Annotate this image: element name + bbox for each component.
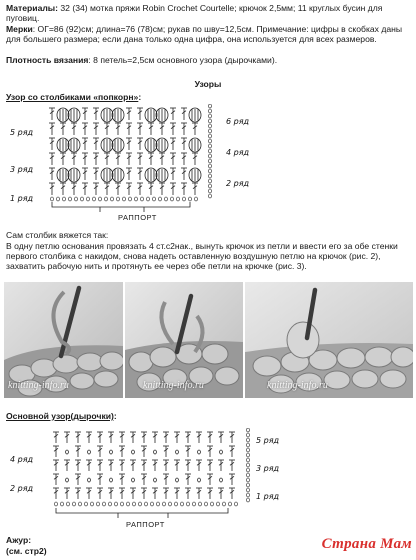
main-row-label-1: 1 ряд <box>256 492 280 501</box>
photo-step-2 <box>125 282 243 398</box>
popcorn-row-label-2: 2 ряд <box>226 179 250 188</box>
main-row-label-4: 4 ряд <box>10 455 34 464</box>
materials-label: Материалы: <box>6 3 59 13</box>
measures-label: Мерки <box>6 24 33 34</box>
photo-3-watermark: knitting-info.ru <box>267 380 328 392</box>
instruction-title: Сам столбик вяжется так: <box>6 230 109 240</box>
main-row-label-5: 5 ряд <box>256 436 280 445</box>
materials-line <box>6 3 408 23</box>
site-stamp: Страна Мам <box>321 536 412 553</box>
materials-text: 32 (34) мотка пряжи Robin Crochet Courtelle; крючок 2,5мм; 11 круглых бусин для пуговиц. <box>6 3 383 24</box>
density-text: : 8 петель=2,5см основного узора (дырочками). <box>88 55 278 65</box>
popcorn-row-label-1: 1 ряд <box>10 194 34 203</box>
instruction-body: В одну петлю основания провязать 4 ст.с2нак., вынуть крючок из петли и ввести его за обе стенки первого столбика с накидом, снова надеть оставленную воздушную петлю на крючок (рис. 2), захватить рабочую нить и протянуть ее через обе петли на крючке (рис. 3). <box>6 241 398 272</box>
measures-line <box>6 24 408 44</box>
main-row-label-2: 2 ряд <box>10 484 34 493</box>
density-label: Плотность вязания <box>6 55 89 65</box>
popcorn-row-label-3: 3 ряд <box>10 165 34 174</box>
popcorn-row-label-6: 6 ряд <box>226 117 250 126</box>
measures-text: : ОГ=86 (92)см; длина=76 (78)см; рукав по шву=12,5см. Примечание: цифры в скобках даны для большего размера; если дана только одна цифра, она используется для всех размеров. <box>6 24 403 45</box>
main-pattern-heading: Основной узор(дырочки) <box>6 411 114 421</box>
patterns-heading: Узоры <box>194 79 222 89</box>
lace-heading: Ажур: <box>6 535 32 545</box>
photo-step-1 <box>4 282 123 398</box>
popcorn-chart <box>40 104 226 212</box>
main-row-label-3: 3 ряд <box>256 464 280 473</box>
photo-step-3 <box>245 282 413 398</box>
main-pattern-chart <box>38 428 258 520</box>
popcorn-rapport: РАППОРТ <box>118 213 157 222</box>
photo-1-watermark: knitting-info.ru <box>8 380 69 392</box>
main-pattern-heading-colon: : <box>113 411 117 421</box>
photo-2-watermark: knitting-info.ru <box>143 380 204 392</box>
density-line <box>6 55 410 65</box>
popcorn-row-label-5: 5 ряд <box>10 128 34 137</box>
popcorn-row-label-4: 4 ряд <box>226 148 250 157</box>
popcorn-heading-line <box>6 92 410 102</box>
main-pattern-heading-line <box>6 411 410 421</box>
lace-sub: (см. стр2) <box>6 546 47 556</box>
popcorn-heading: Узор со столбиками «попкорн» <box>6 92 139 102</box>
popcorn-heading-colon: : <box>138 92 142 102</box>
main-rapport: РАППОРТ <box>126 520 165 529</box>
